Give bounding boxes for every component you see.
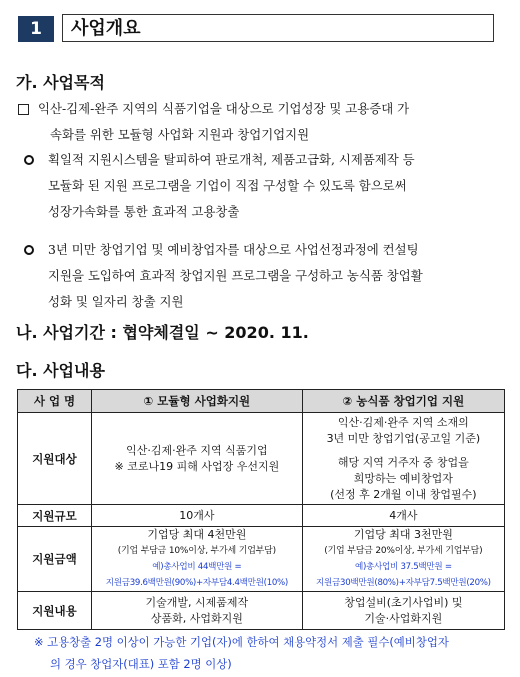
section-title: 사업개요	[71, 18, 141, 39]
note-mark: ※	[34, 635, 44, 649]
text-line: 성화 및 일자리 창출 지원	[48, 294, 184, 309]
row-label-scale: 지원규모	[18, 505, 92, 527]
cell-line: (선정 후 2개월 이내 창업필수)	[330, 487, 477, 501]
cell-line: ※ 코로나19 피해 사업장 우선지원	[114, 459, 280, 473]
purpose-bullet-1	[48, 147, 508, 225]
section-header	[14, 12, 506, 44]
text-line: 익산-김제-완주 지역의 식품기업을 대상으로 기업성장 및 고용증대 가	[38, 101, 410, 116]
circle-bullet-icon	[24, 155, 34, 165]
cell-line: 상품화, 사업화지원	[150, 611, 243, 625]
footnote-line	[34, 631, 504, 653]
table-header-row	[18, 390, 505, 413]
cell-line: 기술·사업화지원	[364, 611, 443, 625]
cell-line: 기업당 최대 4천만원	[147, 528, 247, 541]
cell-example-line: 예)총사업비 44백만원 =	[152, 562, 242, 572]
circle-bullet-icon	[24, 245, 34, 255]
text-line: 3년 미만 창업기업 및 예비창업자를 대상으로 사업선정과정에 컨설팅	[48, 242, 419, 257]
cell-line: 익산·김제·완주 지역 소재의	[337, 415, 469, 429]
cell-scale-module: 10개사	[92, 505, 303, 527]
cell-line: (기업 부담금 10%이상, 부가세 기업부담)	[117, 546, 276, 556]
cell-line: (기업 부담금 20%이상, 부가세 기업부담)	[324, 546, 483, 556]
square-bullet-icon	[18, 104, 29, 115]
cell-content-module	[92, 592, 303, 630]
cell-target-startup	[302, 413, 504, 505]
cell-line: 기업당 최대 3천만원	[353, 528, 453, 541]
heading-purpose: 가. 사업목적	[16, 73, 105, 92]
cell-target-module	[92, 413, 303, 505]
text-line: 모듈화 된 지원 프로그램을 기업이 직접 구성할 수 있도록 함으로써	[48, 178, 407, 193]
footnote-text: 고용창출 2명 이상이 가능한 기업(자)에 한하여 채용약정서 제출 필수(예비창업자	[47, 635, 449, 649]
footnote-line: 의 경우 창업자(대표) 포함 2명 이상)	[50, 657, 232, 671]
cell-content-startup	[302, 592, 504, 630]
footnote	[34, 631, 504, 675]
cell-example-line: 지원금30백만원(80%)+자부담7.5백만원(20%)	[316, 578, 491, 588]
purpose-bullet-2	[48, 237, 508, 315]
table-row	[18, 413, 505, 505]
heading-content: 다. 사업내용	[16, 361, 105, 380]
cell-amount-startup	[302, 527, 504, 592]
cell-line: 익산·김제·완주 지역 식품기업	[126, 443, 268, 457]
text-line: 성장가속화를 통한 효과적 고용창출	[48, 204, 240, 219]
col-header-name: 사 업 명	[18, 390, 92, 413]
program-table	[17, 389, 505, 630]
cell-scale-startup: 4개사	[302, 505, 504, 527]
text-line: 속화를 위한 모듈형 사업화 지원과 창업기업지원	[50, 127, 310, 142]
table-row	[18, 527, 505, 592]
col-header-startup: ② 농식품 창업기업 지원	[302, 390, 504, 413]
cell-example-line: 지원금39.6백만원(90%)+자부담4.4백만원(10%)	[105, 578, 288, 588]
cell-amount-module	[92, 527, 303, 592]
text-line: 획일적 지원시스템을 탈피하여 판로개척, 제품고급화, 시제품제작 등	[48, 152, 415, 167]
section-number: 1	[18, 16, 54, 42]
text-line: 지원을 도입하여 효과적 창업지원 프로그램을 구성하고 농식품 창업활	[48, 268, 423, 283]
cell-spacer	[306, 447, 501, 455]
cell-line: 창업설비(초기사업비) 및	[344, 595, 463, 609]
cell-line: 기술개발, 시제품제작	[145, 595, 249, 609]
row-label-target: 지원대상	[18, 413, 92, 505]
purpose-main-text	[38, 96, 508, 148]
table-row	[18, 505, 505, 527]
cell-line: 희망하는 예비창업자	[353, 471, 453, 485]
table-row	[18, 592, 505, 630]
row-label-amount: 지원금액	[18, 527, 92, 592]
cell-line: 3년 미만 창업기업(공고일 기준)	[326, 431, 481, 445]
col-header-module: ① 모듈형 사업화지원	[92, 390, 303, 413]
heading-period: 나. 사업기간 : 협약체결일 ~ 2020. 11.	[16, 323, 309, 342]
section-title-box	[62, 14, 494, 42]
cell-example-line: 예)총사업비 37.5백만원 =	[354, 562, 452, 572]
row-label-content: 지원내용	[18, 592, 92, 630]
cell-line: 해당 지역 거주자 중 창업을	[337, 455, 469, 469]
